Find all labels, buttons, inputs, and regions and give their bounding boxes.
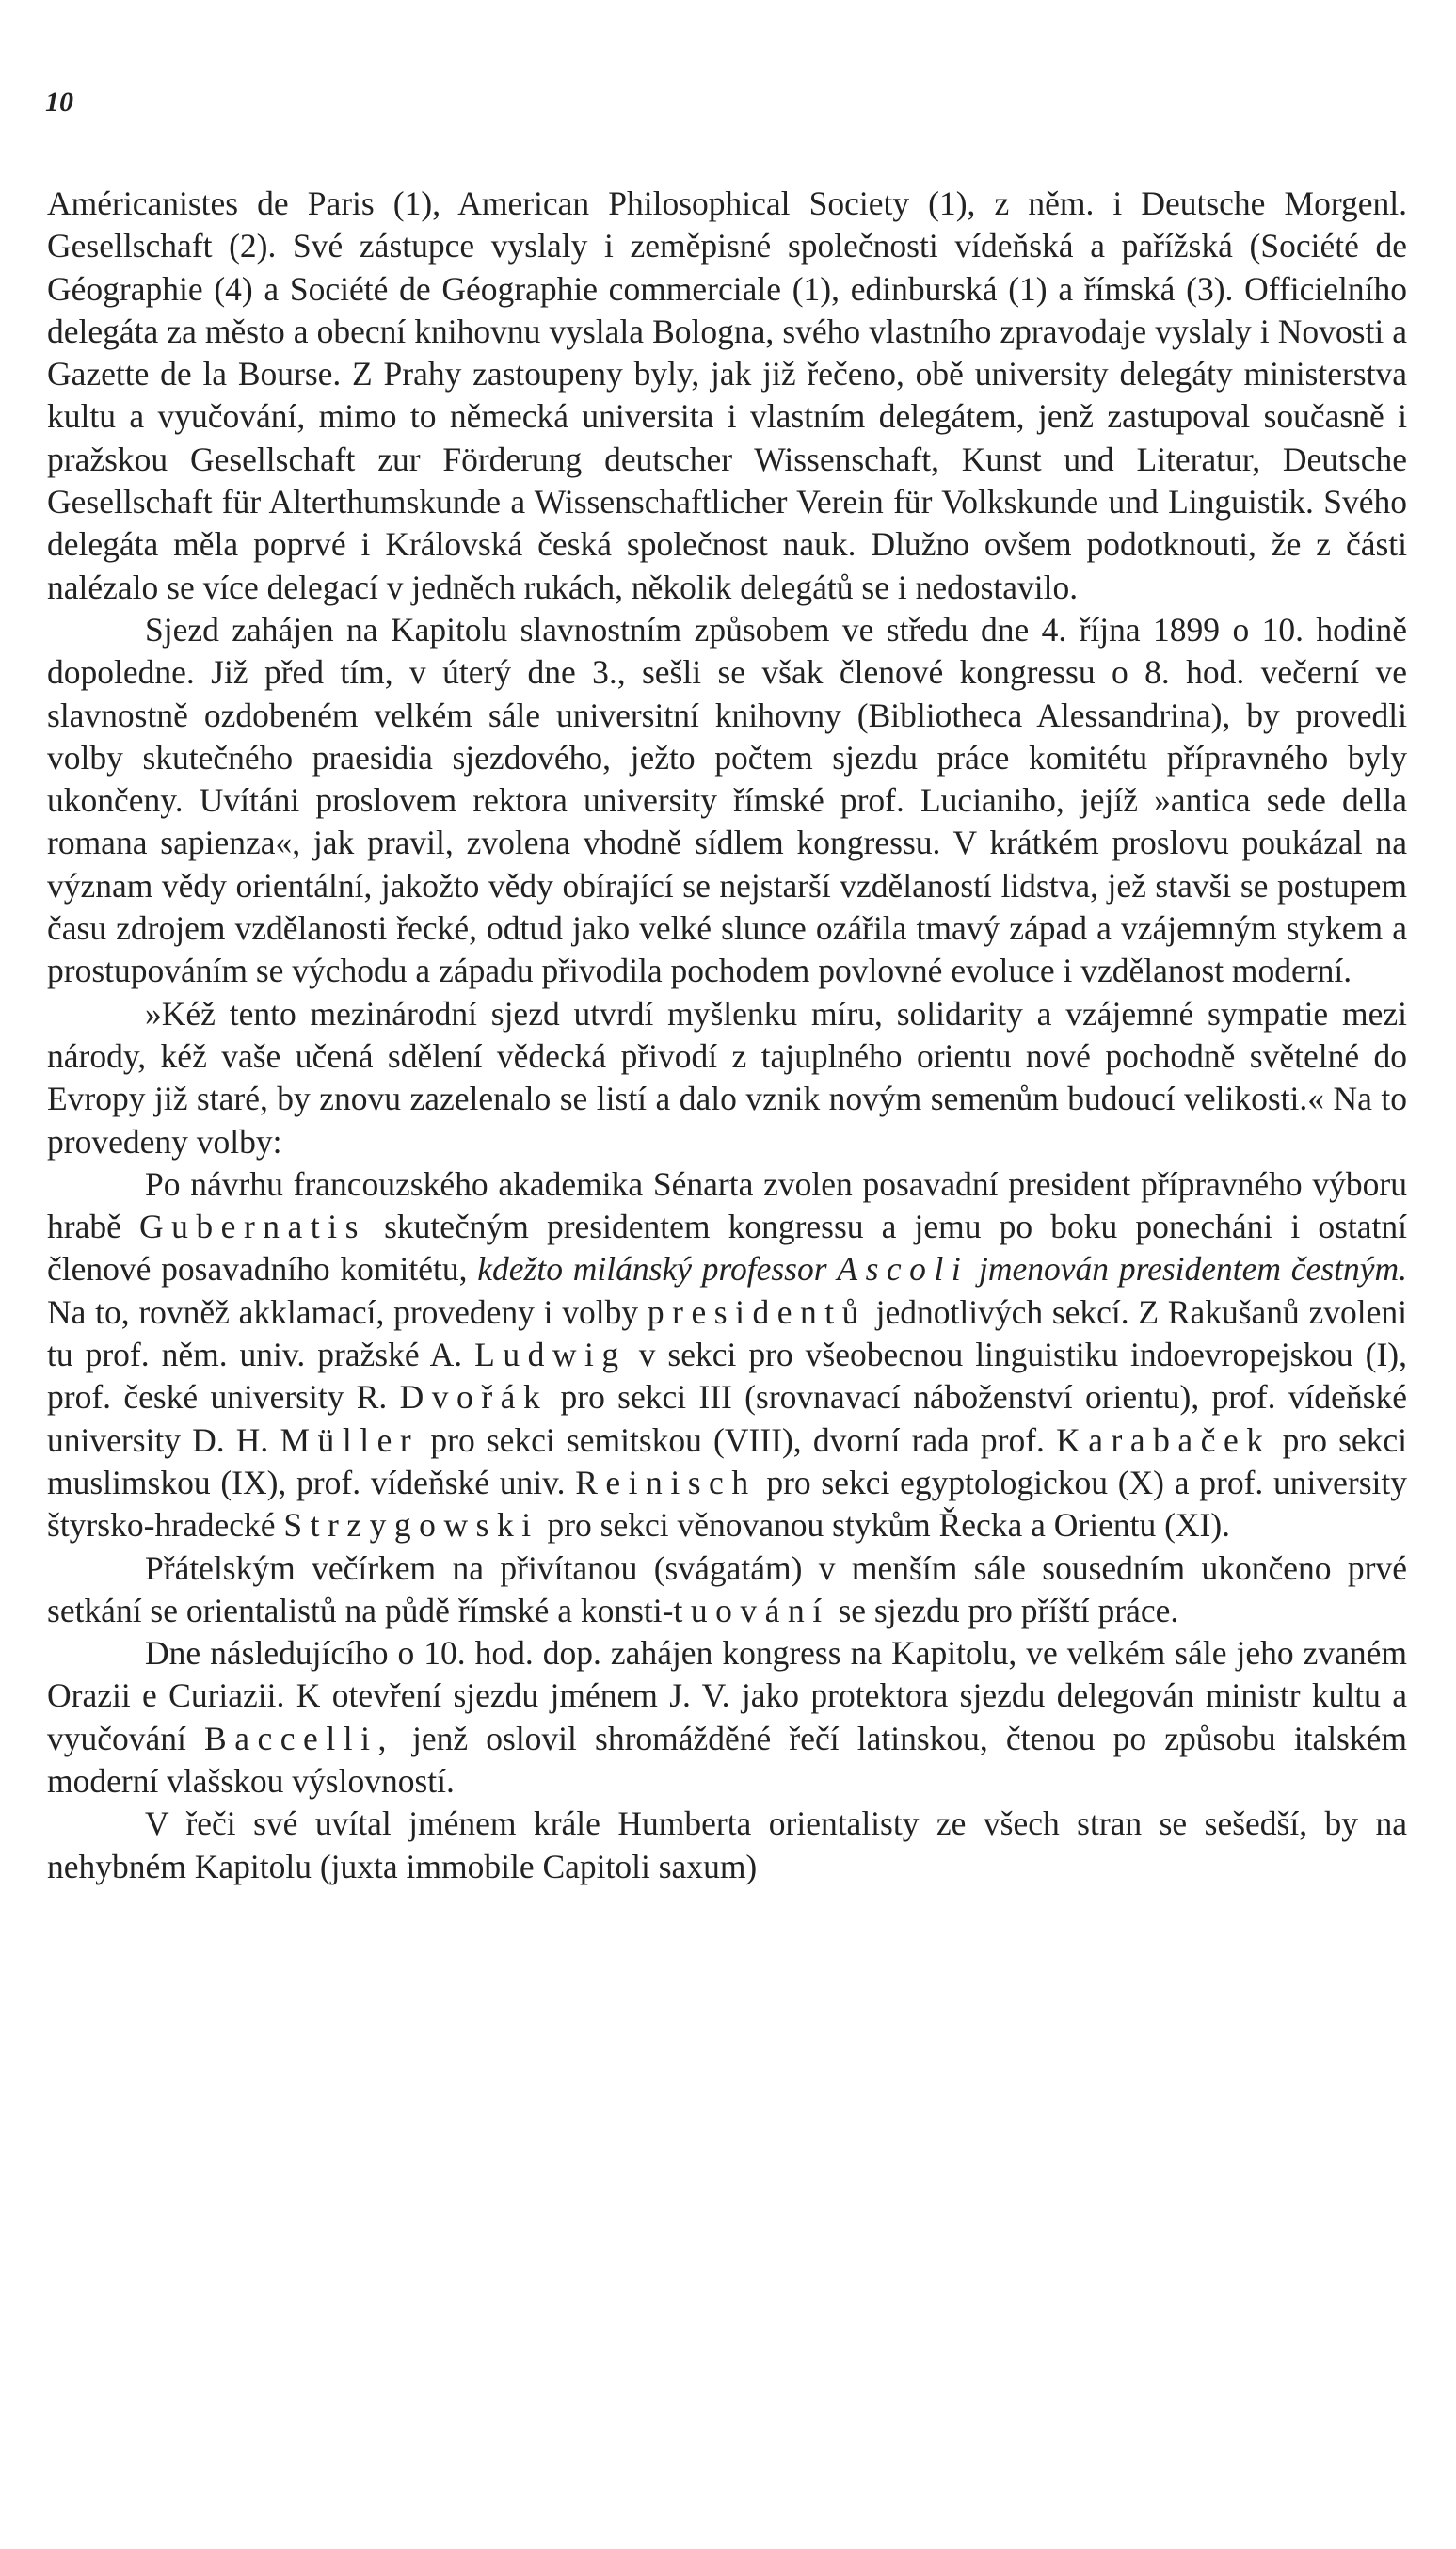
spaced-name: Karabaček (1056, 1420, 1272, 1459)
text-run: jenž oslovil shromážděné řečí latinskou, čtenou po způsobu italském moderní vlašskou výslovností. (47, 1719, 1407, 1800)
text-run: v sekci pro všeobecnou linguistiku indoevropejskou (I), prof. české university R. (47, 1336, 1407, 1417)
paragraph (47, 1632, 1407, 1803)
text-run: pro sekci III (srovnavací náboženství orientu), prof. vídeňské university D. H. (47, 1378, 1408, 1459)
spaced-name: Reinisch (575, 1463, 757, 1501)
italic-text: jmenován presidentem čestným. (979, 1250, 1408, 1289)
text-run: pro sekci egyptologickou (X) a prof. university štyrsko-hradecké (47, 1463, 1408, 1545)
text-run: jednotlivých sekcí. Z Rakušanů zvoleni tu prof. něm. univ. pražské A. (47, 1292, 1408, 1374)
italic-text: kdežto milánský professor (477, 1250, 827, 1289)
text-run: Na to, rovněž akklamací, provedeny i volby (47, 1292, 639, 1331)
spaced-name: Baccelli, (204, 1719, 394, 1757)
spaced-name: Dvořák (399, 1378, 549, 1417)
paragraph (47, 1163, 1407, 1547)
text-run: pro sekci věnovanou stykům Řecka a Orientu (XI). (547, 1506, 1231, 1545)
spaced-name: Strzygowski (283, 1506, 539, 1545)
paragraph: »Kéž tento mezinárodní sjezd utvrdí myšlenku míru, solidarity a vzájemné sympatie mezi národy, kéž vaše učená sdělení vědecká přivodí z tajuplného orientu nové pochodně světelné do Evropy již staré, by znovu zazelenalo se listí a dalo vznik novým semenům budoucí velikosti.« Na to provedeny volby: (47, 994, 1407, 1161)
text-run: skutečným presidentem kongressu a jemu po boku ponecháni i ostatní členové posavadního komitétu, (47, 1208, 1408, 1289)
text-run: pro sekci semitskou (VIII), dvorní rada prof. (430, 1420, 1045, 1459)
spaced-name: Gubernatis (138, 1208, 366, 1246)
spaced-word: presidentů (647, 1292, 867, 1331)
page-number: 10 (45, 87, 73, 118)
paragraph (47, 1547, 1407, 1633)
text-run: pro sekci muslimskou (IX), prof. vídeňské univ. (47, 1420, 1408, 1501)
text-run: Dne následujícího o 10. hod. dop. zahájen kongress na Kapitolu, ve velkém sále jeho zvaném Orazii e Curiazii. K otevření sjezdu jménem J. V. jako protektora sjezdu delegován ministr kultu a vyučování (47, 1634, 1407, 1757)
spaced-word: tuování (673, 1591, 830, 1629)
spaced-name: Ludwig (474, 1336, 627, 1374)
text-run: Přátelským večírkem na přivítanou (svágatám) v menším sále sousedním ukončeno prvé setkání se orientalistů na půdě římské a konsti- (47, 1548, 1407, 1629)
paragraph: Sjezd zahájen na Kapitolu slavnostním způsobem ve středu dne 4. října 1899 o 10. hodině dopoledne. Již před tím, v úterý dne 3., sešli se však členové kongressu o 8. hod. večerní ve slavnostně ozdobeném velkém sále universitní knihovny (Bibliotheca Alessandrina), by provedli volby skutečného praesidia sjezdového, ježto počtem sjezdu práce komitétu přípravného byly ukončeny. Uvítáni proslovem rektora university římské prof. Lucianiho, jejíž »antica sede della romana sapienza«, jak pravil, zvolena vhodně sídlem kongressu. V krátkém proslovu poukázal na význam vědy orientální, jakožto vědy obírající se nejstarší vzdělaností lidstva, jež stavši se postupem času zdrojem vzdělanosti řecké, odtud jako velké slunce ozářila tmavý západ a vzájemným stykem a prostupováním se východu a západu přivodila pochodem povlovné evoluce i vzdělanost moderní. (47, 610, 1407, 990)
text-run: Po návrhu francouzského akademika Sénarta zvolen posavadní president přípravného výboru hrabě (47, 1164, 1407, 1246)
spaced-name: Müller (280, 1420, 420, 1459)
paragraph: V řeči své uvítal jménem krále Humberta orientalisty ze všech stran se sešedší, by na nehybném Kapitolu (juxta immobile Capitoli saxum) (47, 1804, 1407, 1885)
text-run: se sjezdu pro příští práce. (838, 1591, 1179, 1629)
spaced-name: Ascoli (837, 1250, 969, 1289)
body-text (47, 183, 1407, 1888)
paragraph: Américanistes de Paris (1), American Philosophical Society (1), z něm. i Deutsche Morgenl. Gesellschaft (2). Své zástupce vyslaly i zeměpisné společnosti vídeňská a pařížská (Société de Géographie (4) a Société de Géographie commerciale (1), edinburská (1) a římská (3). Officielního delegáta za město a obecní knihovnu vyslala Bologna, svého vlastního zpravodaje vyslaly i Novosti a Gazette de la Bourse. Z Prahy zastoupeny byly, jak již řečeno, obě university delegáty ministerstva kultu a vyučování, mimo to německá universita i vlastním delegátem, jenž zastupoval současně i pražskou Gesellschaft zur Förderung deutscher Wissenschaft, Kunst und Literatur, Deutsche Gesellschaft für Alterthumskunde a Wissenschaftlicher Verein für Volkskunde und Linguistik. Svého delegáta měla poprvé i Královská česká společnost nauk. Dlužno ovšem podotknouti, že z části nalézalo se více delegací v jedněch rukách, několik delegátů se i nedostavilo. (47, 184, 1407, 606)
